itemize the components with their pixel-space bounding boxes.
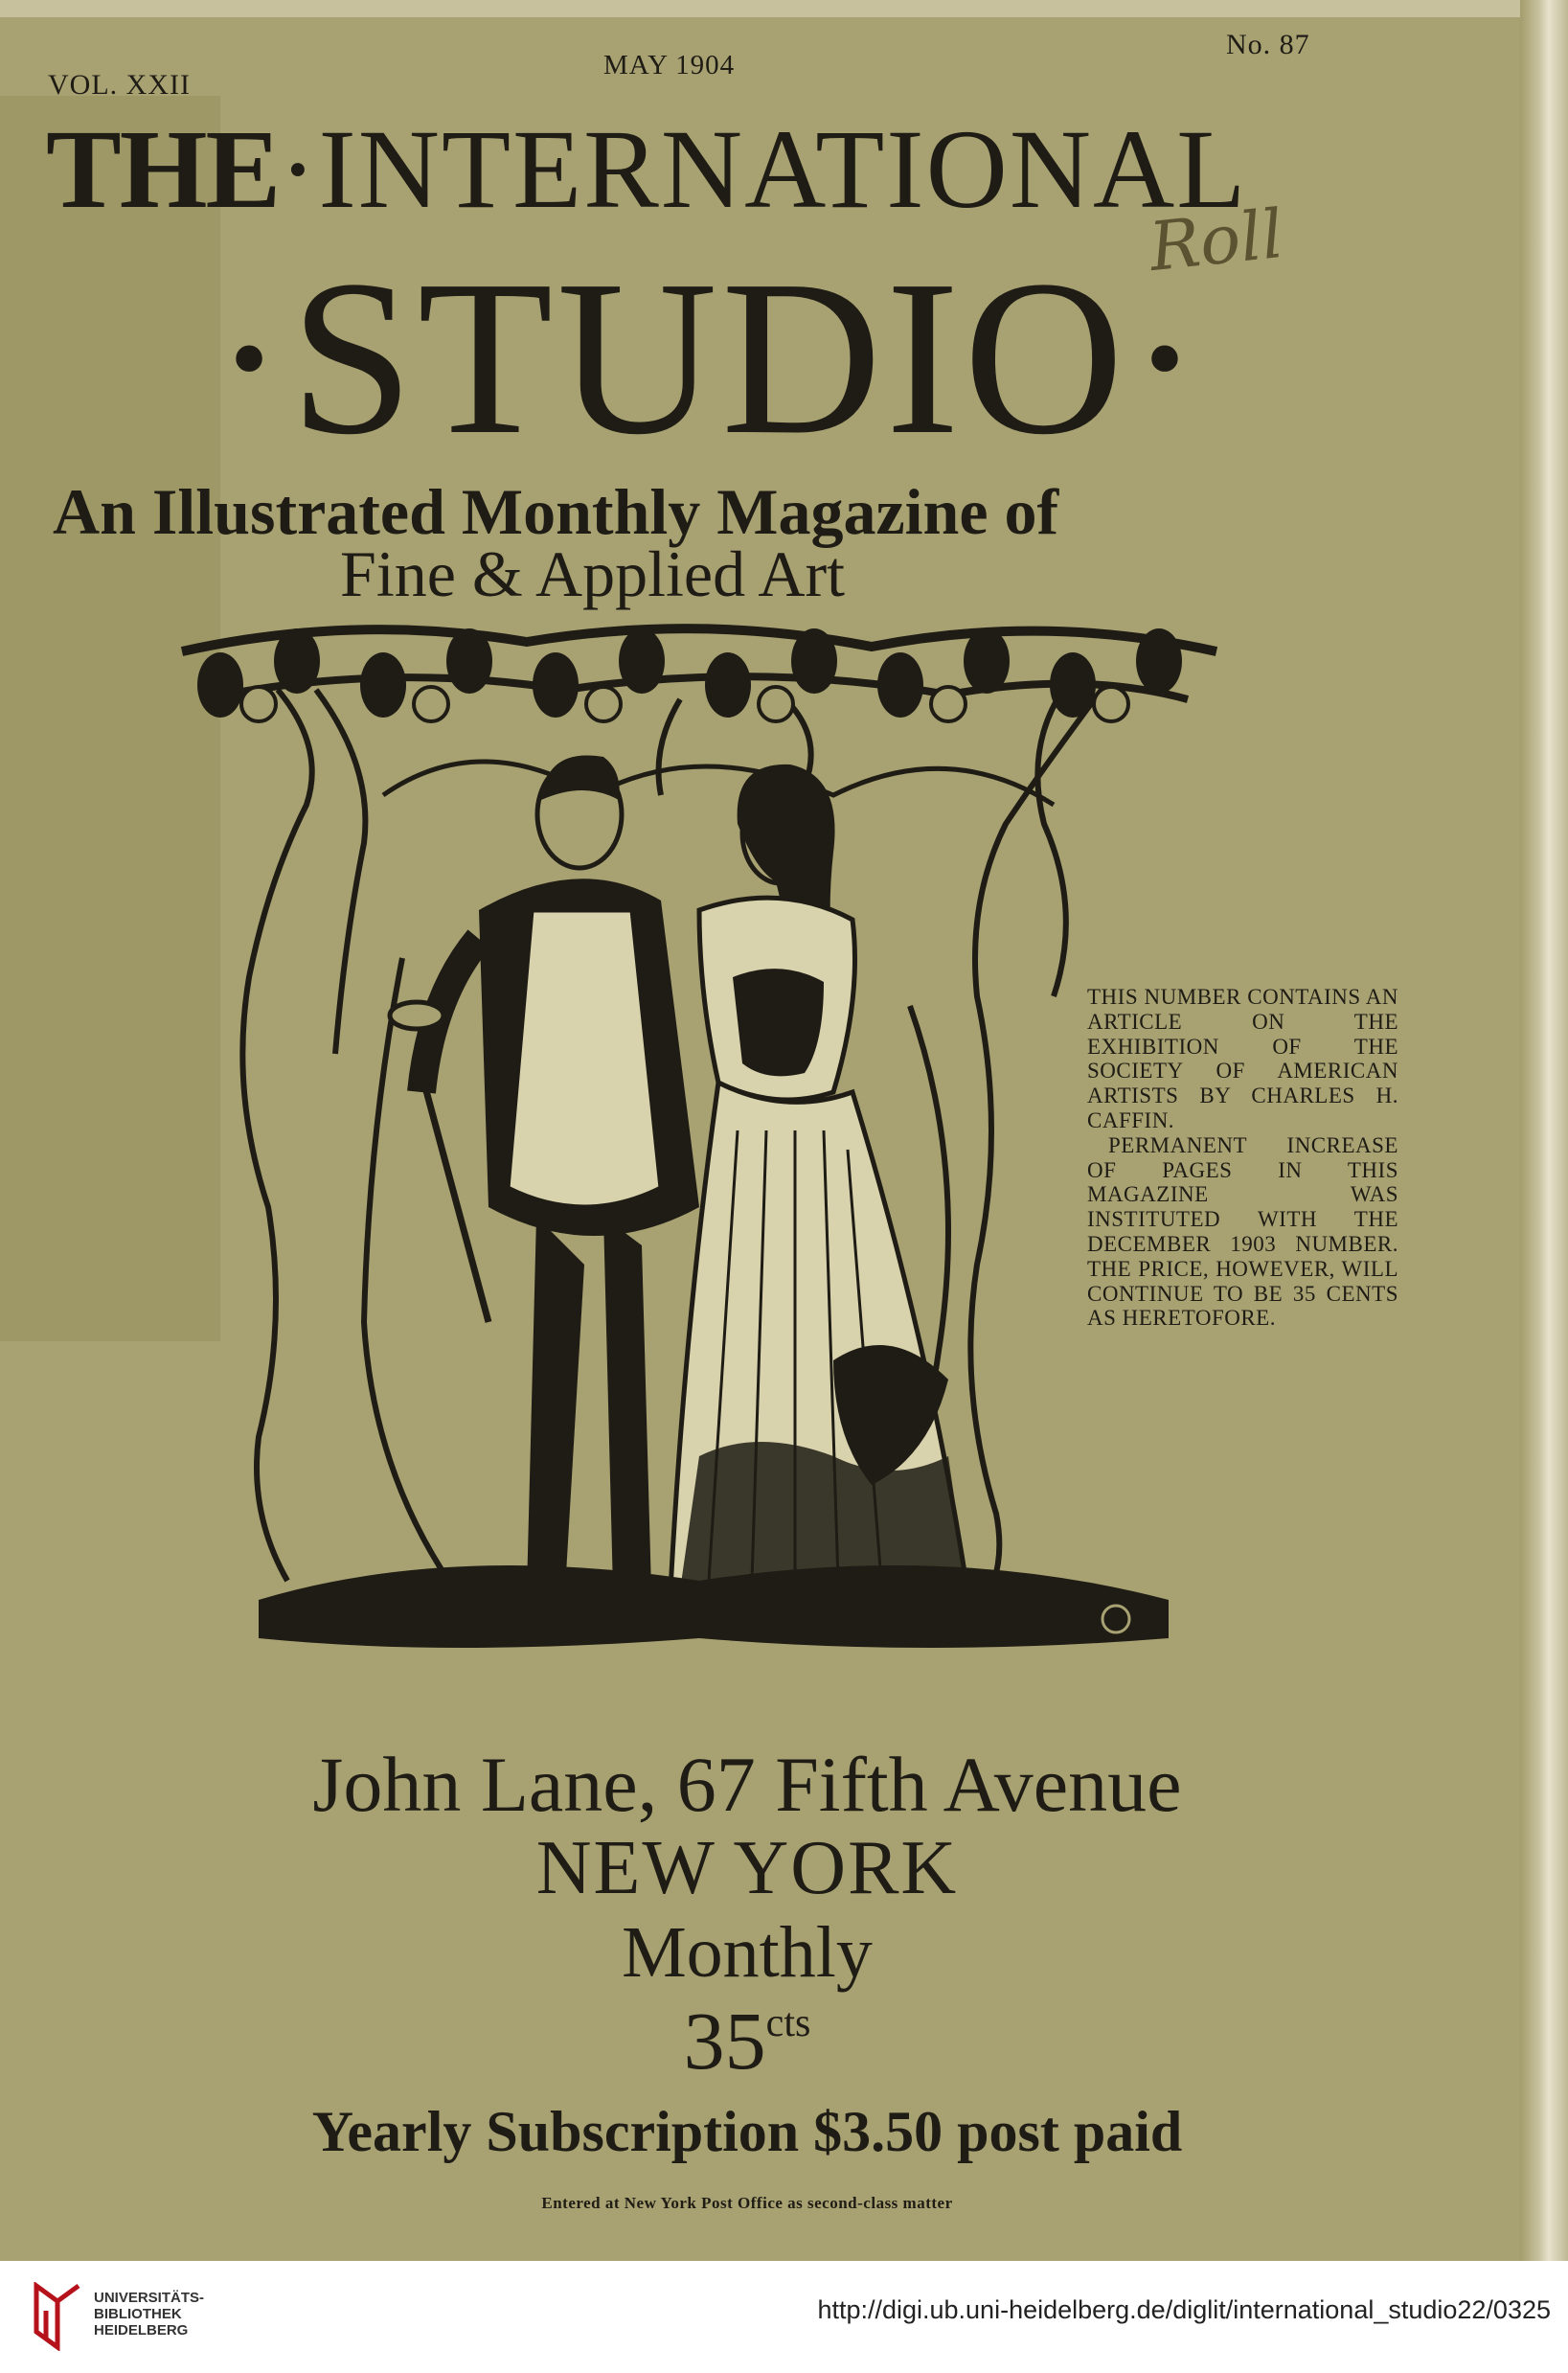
- cover-price: [259, 1995, 1236, 2087]
- library-logo-icon: [29, 2282, 86, 2351]
- yearly-subscription: Yearly Subscription $3.50 post paid: [311, 2100, 1183, 2163]
- cover-illustration: [163, 594, 1226, 1696]
- publisher-address: John Lane, 67 Fifth Avenue: [312, 1741, 1182, 1828]
- digitization-footer: [0, 2261, 1568, 2373]
- price-unit: cts: [765, 2001, 811, 2045]
- page-right-edge: [1520, 0, 1568, 2261]
- library-name-line-2: BIBLIOTHEK: [94, 2306, 182, 2322]
- masthead-the: THE: [46, 106, 280, 232]
- issue-number: No. 87: [1226, 29, 1310, 60]
- subtitle-line-2: Fine & Applied Art: [340, 537, 845, 610]
- handwritten-signature: Roll: [1146, 194, 1287, 287]
- notice-paragraph-2: PERMANENT INCREASE OF PAGES IN THIS MAGAZINE WAS INSTITUTED WITH THE DECEMBER 1903 NUMBER. THE PRICE, HOWEVER, WILL CONTINUE TO BE 35 CENTS AS HERETOFORE.: [1087, 1132, 1398, 1331]
- library-name-line-3: HEIDELBERG: [94, 2322, 189, 2339]
- notice-paragraph-1: THIS NUMBER CONTAINS AN ARTICLE ON THE EXHIBITION OF THE SOCIETY OF AMERICAN ARTISTS BY CHARLES H. CAFFIN.: [1087, 985, 1398, 1132]
- masthead-international: ·INTERNATIONAL: [279, 106, 1248, 232]
- library-name-line-1: UNIVERSITÄTS-: [94, 2290, 205, 2306]
- masthead-top-line: [46, 106, 1248, 232]
- issue-notice: [1087, 985, 1398, 1331]
- publication-frequency: Monthly: [622, 1912, 873, 1993]
- price-amount: 35: [683, 1995, 766, 2087]
- issue-date: MAY 1904: [603, 50, 736, 80]
- volume-label: VOL. XXII: [48, 69, 191, 101]
- subtitle-line-1: An Illustrated Monthly Magazine of: [53, 475, 1059, 548]
- masthead-studio: ·STUDIO·: [212, 235, 1206, 481]
- source-url[interactable]: http://digi.ub.uni-heidelberg.de/diglit/international_studio22/0325: [817, 2295, 1551, 2324]
- page-top-edge: [0, 0, 1568, 17]
- publisher-city: NEW YORK: [535, 1826, 959, 1910]
- postal-entry-note: Entered at New York Post Office as second-class matter: [541, 2194, 953, 2212]
- library-name: [94, 2290, 204, 2339]
